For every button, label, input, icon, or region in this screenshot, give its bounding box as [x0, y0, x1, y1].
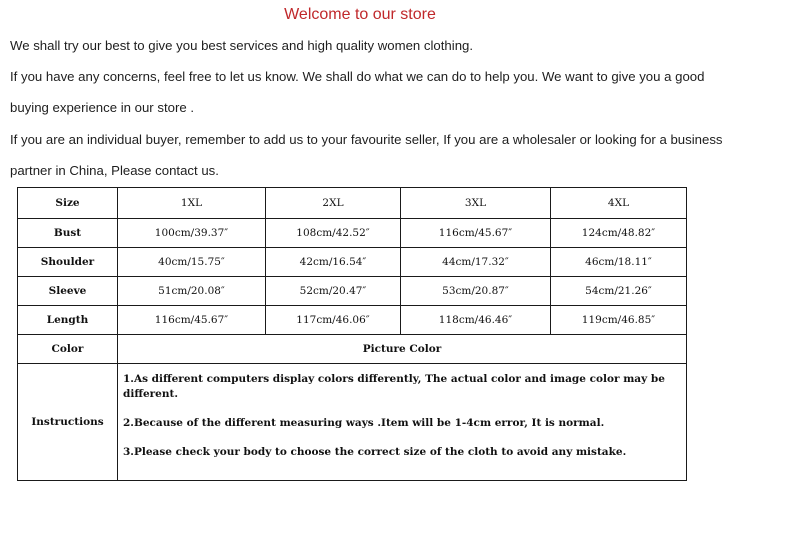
table-row: [18, 219, 687, 248]
column-header: 3XL: [401, 188, 551, 219]
table-cell: 119cm/46.85″: [551, 306, 687, 335]
intro-line: If you are an individual buyer, remember to add us to your favourite seller, If you are a wholesaler or looking for a business: [10, 132, 723, 147]
table-cell: 42cm/16.54″: [266, 248, 401, 277]
table-header-row: [18, 188, 687, 219]
table-cell: 46cm/18.11″: [551, 248, 687, 277]
row-label: Instructions: [18, 364, 118, 481]
color-row: [18, 335, 687, 364]
row-label: Color: [18, 335, 118, 364]
table-cell: 116cm/45.67″: [401, 219, 551, 248]
size-chart-table: [17, 187, 687, 481]
row-label: Length: [18, 306, 118, 335]
table-cell: 44cm/17.32″: [401, 248, 551, 277]
row-label: Shoulder: [18, 248, 118, 277]
instruction-item: 2.Because of the different measuring ways .Item will be 1-4cm error, It is normal.: [123, 417, 605, 429]
table-cell: 40cm/15.75″: [118, 248, 266, 277]
instruction-item: 3.Please check your body to choose the correct size of the cloth to avoid any mistake.: [123, 446, 627, 458]
row-label: Sleeve: [18, 277, 118, 306]
intro-line: partner in China, Please contact us.: [10, 163, 219, 178]
color-value: Picture Color: [118, 335, 687, 364]
table-cell: 116cm/45.67″: [118, 306, 266, 335]
column-header: 1XL: [118, 188, 266, 219]
table-cell: 118cm/46.46″: [401, 306, 551, 335]
table-row: [18, 248, 687, 277]
table-cell: 100cm/39.37″: [118, 219, 266, 248]
instruction-item: 1.As different computers display colors differently, The actual color and image color may be different.: [123, 373, 665, 400]
table-cell: 117cm/46.06″: [266, 306, 401, 335]
table-cell: 108cm/42.52″: [266, 219, 401, 248]
intro-line: We shall try our best to give you best services and high quality women clothing.: [10, 38, 474, 53]
instructions-content: [118, 364, 687, 481]
intro-line: buying experience in our store .: [10, 100, 195, 115]
table-cell: 53cm/20.87″: [401, 277, 551, 306]
table-row: [18, 306, 687, 335]
page-title: Welcome to our store: [284, 6, 436, 23]
table-cell: 52cm/20.47″: [266, 277, 401, 306]
column-header: 4XL: [551, 188, 687, 219]
table-cell: 124cm/48.82″: [551, 219, 687, 248]
column-header: Size: [18, 188, 118, 219]
row-label: Bust: [18, 219, 118, 248]
column-header: 2XL: [266, 188, 401, 219]
table-row: [18, 277, 687, 306]
intro-line: If you have any concerns, feel free to let us know. We shall do what we can do to help you. We want to give you a good: [10, 69, 705, 84]
table-cell: 51cm/20.08″: [118, 277, 266, 306]
instructions-row: [18, 364, 687, 481]
table-cell: 54cm/21.26″: [551, 277, 687, 306]
